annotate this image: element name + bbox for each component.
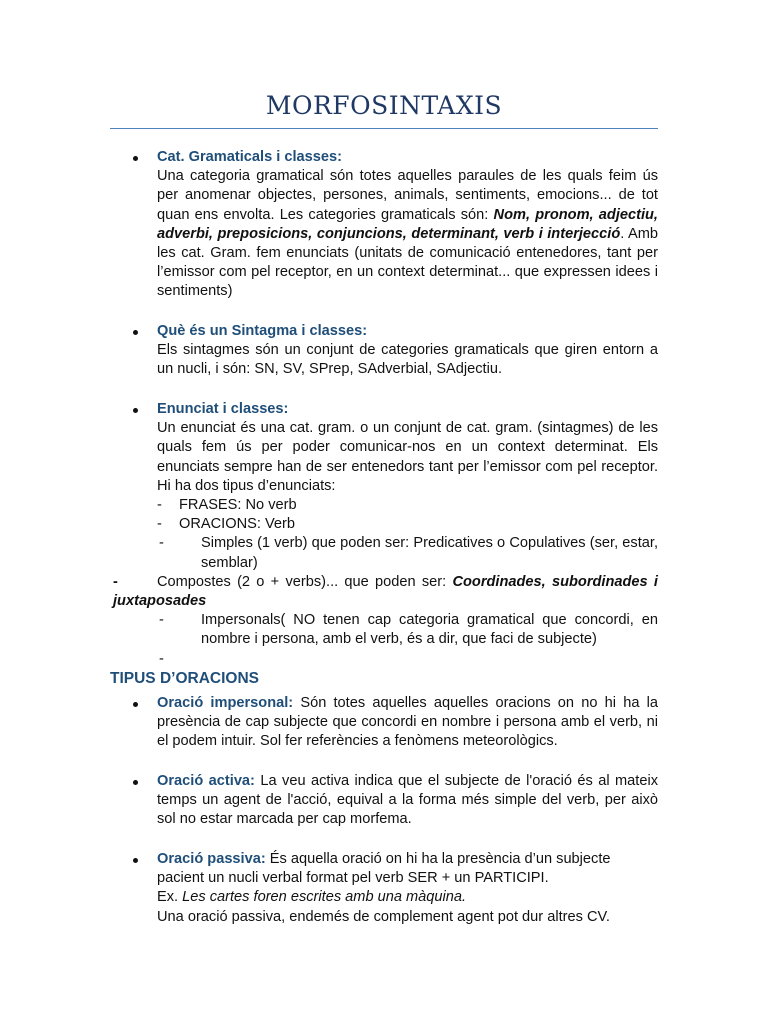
dash-marker: - (159, 612, 164, 629)
list-item-frases (157, 496, 658, 515)
bullet-body (157, 694, 658, 752)
bullet-heading: Oració activa: (157, 773, 255, 789)
bullet-dot (133, 156, 138, 161)
list-item-emphasis: Coordinades, subordinades i juxtaposades (113, 573, 658, 610)
bullet-cat-gramaticals (157, 148, 658, 302)
bullet-dot (133, 408, 138, 413)
list-item-simples (157, 534, 658, 572)
list-item-compostes (113, 573, 658, 611)
example-line (157, 888, 658, 907)
dash-marker: - (159, 535, 164, 552)
title-underline (110, 128, 658, 129)
dash-marker: - (159, 650, 164, 667)
example-text: Les cartes foren escrites amb una màquina. (182, 889, 467, 906)
body-text: Una oració passiva, endemés de complement agent pot dur altres CV. (157, 908, 610, 925)
body-text: Són totes aquelles aquelles oracions on no hi ha la presència de cap subjecte que concordi en nombre i persona amb el verb, ni el podem intuir. Sol fer referències a fenòmens meteorològics. (157, 695, 658, 750)
bullet-heading: Oració passiva: (157, 851, 266, 867)
bullet-heading: Oració impersonal: (157, 695, 294, 711)
bullet-body (157, 167, 658, 301)
bullet-enunciat (113, 400, 658, 667)
list-item-text: Simples (1 verb) que poden ser: Predicatives o Copulatives (ser, estar, semblar) (201, 535, 658, 571)
dash-marker: - (157, 497, 162, 514)
bullet-oracio-impersonal (157, 694, 658, 752)
list-item-text: Compostes (2 o + verbs)... que poden ser: (157, 573, 453, 590)
list-item-text: ORACIONS: Verb (179, 516, 295, 533)
body-text: És aquella oració on hi ha la presència d’un subjecte pacient un nucli verbal format pel verb SER + un PARTICIPI. (157, 851, 611, 887)
body-text: La veu activa indica que el subjecte de l'oració és al mateix temps un agent de l'acció, equival a la forma més simple del verb, per això sol no estar marcada per cap morfema. (157, 773, 659, 828)
bullet-oracio-activa (157, 772, 658, 830)
bullet-heading: Què és un Sintagma i classes: (157, 323, 368, 339)
body-text: . Amb les cat. Gram. fem enunciats (unitats de comunicació entenedores, tant per l’emissor com pel receptor, en un context determinat... que expressen idees i sentiments) (157, 225, 658, 300)
list-item-text: FRASES: No verb (179, 497, 297, 514)
body-text: Una categoria gramatical són totes aquelles paraules de les quals feim ús per anomenar objectes, persones, animals, sentiments, emocions... de tot quan ens envolta. Les categories gramaticals són: (157, 168, 658, 223)
example-label: Ex. (157, 889, 183, 906)
section-heading: TIPUS D’ORACIONS (110, 670, 259, 687)
bullet-oracio-passiva (157, 850, 658, 927)
bullet-body: Els sintagmes són un conjunt de categories gramaticals que giren entorn a un nucli, i són: SN, SV, SPrep, SAdverbial, SAdjectiu. (157, 342, 658, 378)
list-item-oracions (157, 515, 658, 534)
dash-marker: - (113, 573, 118, 590)
bullet-dot (133, 702, 138, 707)
bullet-dot (133, 330, 138, 335)
bullet-heading: Enunciat i classes: (157, 401, 289, 417)
dash-marker: - (157, 516, 162, 533)
bullet-body: Un enunciat és una cat. gram. o un conjunt de cat. gram. (sintagmes) de les quals fem ús per poder comunicar-nos en un context determinat. Els enunciats sempre han de ser entenedors tant per l’emissor com pel receptor. Hi ha dos tipus d’enunciats: (157, 420, 658, 494)
bullet-dot (133, 780, 138, 785)
bullet-body (157, 850, 658, 888)
page-title: MORFOSINTAXIS (265, 91, 503, 120)
bullet-body (157, 772, 658, 830)
bullet-sintagma (157, 322, 658, 380)
bullet-dot (133, 858, 138, 863)
bullet-heading: Cat. Gramaticals i classes: (157, 149, 342, 165)
list-item-text: Impersonals( NO tenen cap categoria gramatical que concordi, en nombre i persona, amb el verb, és a dir, que faci de subjecte) (201, 612, 658, 648)
categories-list: Nom, pronom, adjectiu, adverbi, preposicions, conjuncions, determinant, verb i interjecció (157, 206, 658, 242)
list-item-impersonals (157, 611, 658, 649)
